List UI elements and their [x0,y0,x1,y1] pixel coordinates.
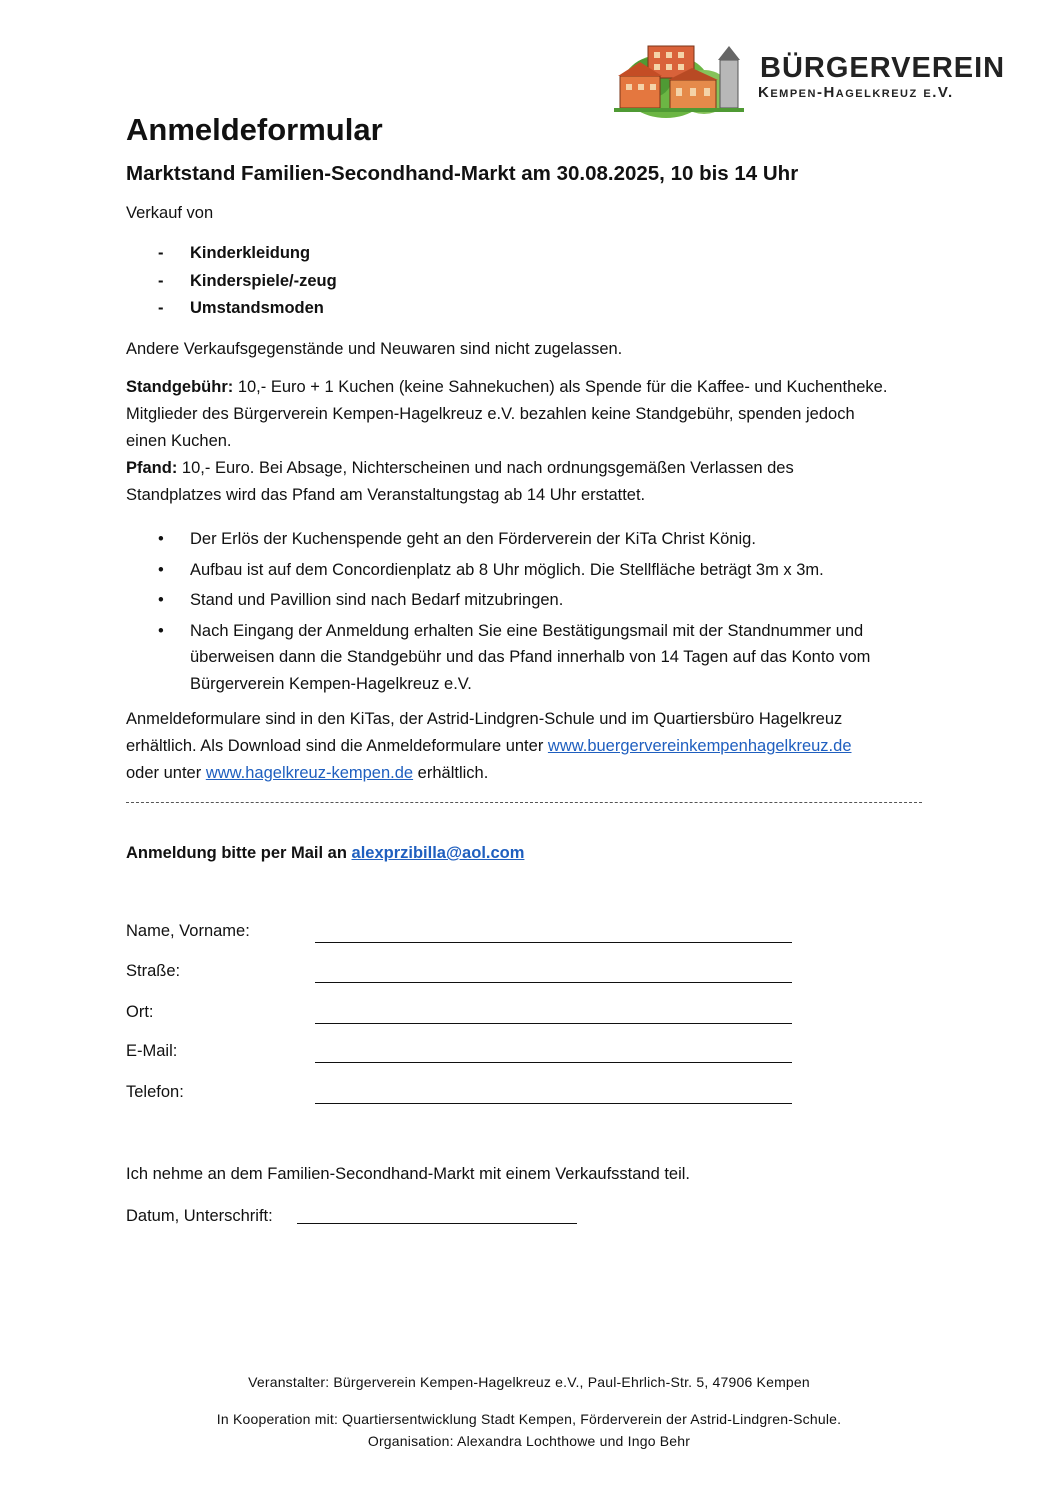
form-field-city [126,1003,796,1027]
email-link[interactable]: alexprzibilla@aol.com [351,844,525,862]
dash-icon: - [158,271,164,290]
form-field-email [126,1042,796,1066]
street-field[interactable] [315,982,792,983]
bullet-icon: • [158,560,164,579]
form-field-name [126,922,796,946]
deposit-text: 10,- Euro. Bei Absage, Nichterscheinen und nach ordnungsgemäßen Verlassen des [177,459,794,477]
availability-section [126,706,946,787]
separator [126,802,922,803]
field-label: Ort: [126,1003,154,1021]
fee-text: einen Kuchen. [126,432,232,450]
bullet-icon: • [158,530,164,548]
website-link-2[interactable]: www.hagelkreuz-kempen.de [205,764,414,782]
restriction-text: Andere Verkaufsgegenstände und Neuwaren sind nicht zugelassen. [126,340,623,358]
fee-text: 10,- Euro + 1 Kuchen (keine Sahnekuchen) als Spende für die Kaffee- und Kuchentheke. [233,378,888,396]
page-title: Anmeldeformular [126,112,383,147]
fee-section [126,374,936,509]
footer-cooperation: In Kooperation mit: Quartiersentwicklung Stadt Kempen, Förderverein der Astrid-Lindgren-Schule. [216,1411,842,1427]
email-field[interactable] [315,1062,792,1063]
availability-text: oder unter [126,764,206,782]
list-item: • Der Erlös der Kuchenspende geht an den Förderverein der KiTa Christ König. [126,526,926,553]
fee-text: Mitglieder des Bürgerverein Kempen-Hagelkreuz e.V. bezahlen keine Standgebühr, spenden jedoch [126,405,855,423]
deposit-text: Standplatzes wird das Pfand am Veranstaltungstag ab 14 Uhr erstattet. [126,486,646,504]
intro-text: Verkauf von [126,204,214,222]
deposit-label: Pfand: [126,459,178,477]
bullet-icon: • [158,621,164,640]
fee-label: Standgebühr: [126,378,234,396]
dash-icon: - [158,299,164,317]
city-field[interactable] [315,1023,792,1024]
field-label: Name, Vorname: [126,922,250,940]
availability-text: erhältlich. [413,764,489,782]
logo-buildings-icon [614,40,754,120]
availability-text: Anmeldeformulare sind in den KiTas, der Astrid-Lindgren-Schule und im Quartiersbüro Hagelkreuz [126,710,843,728]
field-label: E-Mail: [126,1042,178,1060]
list-item: • Stand und Pavillion sind nach Bedarf mitzubringen. [126,587,926,614]
footer-organisation: Organisation: Alexandra Lochthowe und Ingo Behr [367,1433,691,1449]
list-item: • Aufbau ist auf dem Concordienplatz ab 8 Uhr möglich. Die Stellfläche beträgt 3m x 3m. [126,557,926,584]
page-subtitle: Marktstand Familien-Secondhand-Markt am 30.08.2025, 10 bis 14 Uhr [126,162,799,185]
form-field-street [126,962,796,986]
declaration-text: Ich nehme an dem Familien-Secondhand-Markt mit einem Verkaufsstand teil. [126,1165,691,1183]
signature-field[interactable] [297,1223,577,1224]
name-field[interactable] [315,942,792,943]
website-link[interactable]: www.buergervereinkempenhagelkreuz.de [547,737,852,755]
list-item: • Nach Eingang der Anmeldung erhalten Sie eine Bestätigungsmail mit der Standnummer und überweisen dann die Standgebühr und das Pfand innerhalb von 14 Tagen auf das Konto vom Bürgerverein Kempen-Hagelkreuz e.V. [126,618,926,698]
dash-icon: - [158,244,164,262]
signature-label: Datum, Unterschrift: [126,1207,273,1225]
mail-instruction [126,840,524,867]
form-field-phone [126,1083,796,1107]
availability-text: erhältlich. Als Download sind die Anmeldeformulare unter [126,737,548,755]
phone-field[interactable] [315,1103,792,1104]
bullet-icon: • [158,591,164,609]
field-label: Telefon: [126,1083,184,1101]
field-label: Straße: [126,962,181,980]
item-list [126,240,337,323]
info-bullet-list [126,526,926,701]
list-item: - Umstandsmoden [126,295,337,323]
list-item: - Kinderkleidung [126,240,337,268]
mail-label: Anmeldung bitte per Mail an [126,844,352,862]
list-item: - Kinderspiele/-zeug [126,268,337,296]
logo-title: BÜRGERVEREIN [760,52,1006,84]
logo-subtitle: Kempen-Hagelkreuz e.V. [758,84,954,101]
footer-organizer: Veranstalter: Bürgerverein Kempen-Hagelkreuz e.V., Paul-Ehrlich-Str. 5, 47906 Kempen [248,1374,810,1390]
